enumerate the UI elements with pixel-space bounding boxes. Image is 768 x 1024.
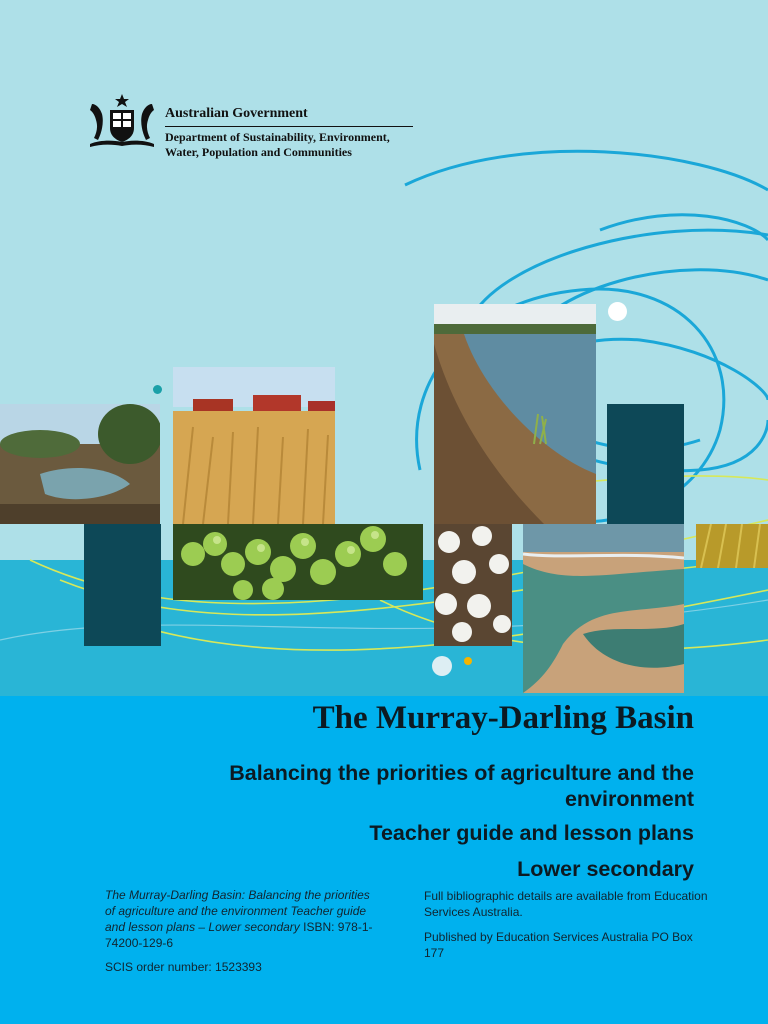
rice-field-photo	[696, 524, 768, 568]
scis-order-number: SCIS order number: 1523393	[105, 960, 262, 974]
subtitle-balancing: Balancing the priorities of agriculture and the environment	[229, 761, 694, 811]
bibliographic-note: Full bibliographic details are available from Education Services Australia.	[424, 889, 708, 919]
teal-block-right	[607, 404, 684, 524]
logo-divider	[165, 126, 413, 127]
publisher-note: Published by Education Services Australia PO Box 177	[424, 930, 693, 960]
page-title: The Murray-Darling Basin	[312, 700, 694, 736]
cotton-photo	[434, 524, 512, 646]
isbn: ISBN: 978-1-74200-129-6	[105, 920, 373, 950]
subtitle-teacher-guide: Teacher guide and lesson plans	[369, 821, 694, 845]
coat-of-arms-icon	[84, 92, 160, 150]
department-name: Department of Sustainability, Environment, Water, Population and Communities	[165, 130, 390, 159]
teal-block	[84, 524, 161, 646]
government-name: Australian Government	[165, 106, 308, 121]
white-dot	[608, 302, 627, 321]
river-photo	[0, 404, 160, 524]
irrigation-channel-photo	[434, 304, 596, 524]
citation-title: The Murray-Darling Basin: Balancing the priorities of agriculture and the environment Teacher guide and lesson plans – Lower secondary	[105, 888, 370, 934]
grapes-photo	[173, 524, 423, 600]
government-logo	[84, 92, 414, 162]
citation	[105, 887, 375, 951]
river-mouth-photo	[523, 524, 684, 693]
light-dot	[432, 656, 452, 676]
yellow-dot	[464, 657, 472, 665]
subtitle-lower-secondary: Lower secondary	[517, 857, 694, 881]
teal-dot	[153, 385, 162, 394]
wheat-photo	[173, 367, 335, 524]
